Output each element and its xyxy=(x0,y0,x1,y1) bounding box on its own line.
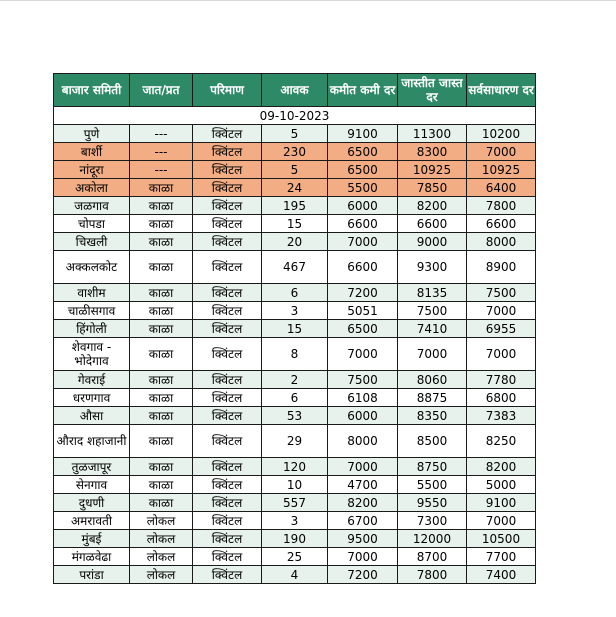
date-cell: 09-10-2023 xyxy=(54,107,536,125)
cell-max-rate: 7800 xyxy=(398,566,467,584)
cell-min-rate: 9100 xyxy=(328,125,398,143)
cell-unit: क्विंटल xyxy=(193,530,262,548)
cell-arrival: 190 xyxy=(262,530,328,548)
cell-max-rate: 9000 xyxy=(398,233,467,251)
cell-market: पुणे xyxy=(54,125,130,143)
cell-modal-rate: 7000 xyxy=(467,143,536,161)
cell-market: परांडा xyxy=(54,566,130,584)
cell-variety: लोकल xyxy=(130,512,193,530)
cell-variety: लोकल xyxy=(130,548,193,566)
cell-modal-rate: 8250 xyxy=(467,425,536,458)
table-row xyxy=(54,161,536,179)
cell-variety: --- xyxy=(130,161,193,179)
cell-arrival: 3 xyxy=(262,302,328,320)
cell-unit: क्विंटल xyxy=(193,548,262,566)
cell-max-rate: 8700 xyxy=(398,548,467,566)
cell-arrival: 24 xyxy=(262,179,328,197)
cell-modal-rate: 7400 xyxy=(467,566,536,584)
cell-unit: क्विंटल xyxy=(193,425,262,458)
cell-max-rate: 8750 xyxy=(398,458,467,476)
cell-max-rate: 10925 xyxy=(398,161,467,179)
cell-market: मुंबई xyxy=(54,530,130,548)
cell-arrival: 195 xyxy=(262,197,328,215)
cell-max-rate: 8200 xyxy=(398,197,467,215)
cell-max-rate: 7000 xyxy=(398,338,467,371)
cell-arrival: 2 xyxy=(262,371,328,389)
cell-modal-rate: 6955 xyxy=(467,320,536,338)
cell-modal-rate: 7000 xyxy=(467,338,536,371)
cell-min-rate: 7000 xyxy=(328,548,398,566)
cell-modal-rate: 5000 xyxy=(467,476,536,494)
cell-variety: काळा xyxy=(130,215,193,233)
header-market: बाजार समिती xyxy=(54,74,130,107)
cell-unit: क्विंटल xyxy=(193,389,262,407)
table-row xyxy=(54,476,536,494)
cell-modal-rate: 10925 xyxy=(467,161,536,179)
cell-modal-rate: 6400 xyxy=(467,179,536,197)
cell-modal-rate: 10500 xyxy=(467,530,536,548)
table-row xyxy=(54,494,536,512)
cell-max-rate: 7500 xyxy=(398,302,467,320)
cell-unit: क्विंटल xyxy=(193,320,262,338)
table-row xyxy=(54,302,536,320)
cell-modal-rate: 7383 xyxy=(467,407,536,425)
cell-variety: काळा xyxy=(130,302,193,320)
cell-max-rate: 8060 xyxy=(398,371,467,389)
cell-max-rate: 8135 xyxy=(398,284,467,302)
table-row xyxy=(54,566,536,584)
cell-unit: क्विंटल xyxy=(193,566,262,584)
table-row xyxy=(54,512,536,530)
cell-modal-rate: 7700 xyxy=(467,548,536,566)
cell-arrival: 3 xyxy=(262,512,328,530)
table-row xyxy=(54,179,536,197)
cell-max-rate: 6600 xyxy=(398,215,467,233)
cell-min-rate: 6000 xyxy=(328,407,398,425)
cell-variety: काळा xyxy=(130,389,193,407)
cell-unit: क्विंटल xyxy=(193,197,262,215)
table-row xyxy=(54,233,536,251)
cell-max-rate: 8300 xyxy=(398,143,467,161)
cell-unit: क्विंटल xyxy=(193,371,262,389)
table-row xyxy=(54,125,536,143)
cell-min-rate: 5051 xyxy=(328,302,398,320)
table-row xyxy=(54,530,536,548)
table-row xyxy=(54,143,536,161)
cell-max-rate: 7850 xyxy=(398,179,467,197)
cell-arrival: 230 xyxy=(262,143,328,161)
cell-max-rate: 8350 xyxy=(398,407,467,425)
cell-max-rate: 7300 xyxy=(398,512,467,530)
cell-variety: लोकल xyxy=(130,566,193,584)
cell-market: मंगळवेढा xyxy=(54,548,130,566)
cell-unit: क्विंटल xyxy=(193,233,262,251)
cell-market: सेनगाव xyxy=(54,476,130,494)
cell-arrival: 557 xyxy=(262,494,328,512)
cell-market: औसा xyxy=(54,407,130,425)
cell-min-rate: 9500 xyxy=(328,530,398,548)
cell-modal-rate: 7780 xyxy=(467,371,536,389)
cell-min-rate: 7500 xyxy=(328,371,398,389)
cell-variety: काळा xyxy=(130,338,193,371)
cell-min-rate: 6600 xyxy=(328,251,398,284)
cell-variety: काळा xyxy=(130,251,193,284)
cell-unit: क्विंटल xyxy=(193,407,262,425)
cell-max-rate: 11300 xyxy=(398,125,467,143)
cell-unit: क्विंटल xyxy=(193,458,262,476)
table-row xyxy=(54,548,536,566)
cell-market: तुळजापूर xyxy=(54,458,130,476)
cell-variety: काळा xyxy=(130,458,193,476)
cell-modal-rate: 8000 xyxy=(467,233,536,251)
market-price-table xyxy=(53,73,536,584)
table-row xyxy=(54,407,536,425)
cell-max-rate: 9300 xyxy=(398,251,467,284)
cell-modal-rate: 7500 xyxy=(467,284,536,302)
cell-arrival: 10 xyxy=(262,476,328,494)
cell-variety: --- xyxy=(130,125,193,143)
cell-market: गेवराई xyxy=(54,371,130,389)
table-row xyxy=(54,425,536,458)
cell-arrival: 8 xyxy=(262,338,328,371)
cell-arrival: 5 xyxy=(262,125,328,143)
cell-market: अमरावती xyxy=(54,512,130,530)
cell-variety: काळा xyxy=(130,284,193,302)
table-row xyxy=(54,215,536,233)
cell-modal-rate: 6600 xyxy=(467,215,536,233)
cell-variety: काळा xyxy=(130,320,193,338)
cell-min-rate: 7000 xyxy=(328,233,398,251)
cell-modal-rate: 7000 xyxy=(467,302,536,320)
cell-max-rate: 8875 xyxy=(398,389,467,407)
cell-min-rate: 6500 xyxy=(328,320,398,338)
cell-min-rate: 4700 xyxy=(328,476,398,494)
cell-min-rate: 8000 xyxy=(328,425,398,458)
cell-variety: लोकल xyxy=(130,530,193,548)
cell-unit: क्विंटल xyxy=(193,302,262,320)
cell-min-rate: 7200 xyxy=(328,566,398,584)
cell-variety: काळा xyxy=(130,425,193,458)
cell-arrival: 15 xyxy=(262,215,328,233)
table-row xyxy=(54,284,536,302)
header-row xyxy=(54,74,536,107)
cell-variety: काळा xyxy=(130,371,193,389)
cell-min-rate: 7000 xyxy=(328,458,398,476)
cell-market: धरणगाव xyxy=(54,389,130,407)
cell-arrival: 6 xyxy=(262,389,328,407)
header-modal-rate: सर्वसाधारण दर xyxy=(467,74,536,107)
table-row xyxy=(54,389,536,407)
cell-min-rate: 7000 xyxy=(328,338,398,371)
cell-modal-rate: 8200 xyxy=(467,458,536,476)
table-row xyxy=(54,338,536,371)
cell-unit: क्विंटल xyxy=(193,338,262,371)
top-divider xyxy=(0,0,616,1)
header-min-rate: कमीत कमी दर xyxy=(328,74,398,107)
cell-unit: क्विंटल xyxy=(193,251,262,284)
cell-market: वाशीम xyxy=(54,284,130,302)
cell-arrival: 20 xyxy=(262,233,328,251)
cell-market: बार्शी xyxy=(54,143,130,161)
header-max-rate: जास्तीत जास्त दर xyxy=(398,74,467,107)
cell-min-rate: 6500 xyxy=(328,143,398,161)
cell-min-rate: 6000 xyxy=(328,197,398,215)
cell-market: दुधणी xyxy=(54,494,130,512)
cell-variety: काळा xyxy=(130,179,193,197)
table-row xyxy=(54,458,536,476)
cell-market: शेवगाव - भोदेगाव xyxy=(54,338,130,371)
date-row xyxy=(54,107,536,125)
cell-modal-rate: 10200 xyxy=(467,125,536,143)
cell-unit: क्विंटल xyxy=(193,494,262,512)
cell-arrival: 29 xyxy=(262,425,328,458)
cell-min-rate: 6600 xyxy=(328,215,398,233)
cell-arrival: 53 xyxy=(262,407,328,425)
cell-arrival: 25 xyxy=(262,548,328,566)
cell-arrival: 5 xyxy=(262,161,328,179)
table-row xyxy=(54,371,536,389)
cell-unit: क्विंटल xyxy=(193,284,262,302)
cell-modal-rate: 9100 xyxy=(467,494,536,512)
cell-market: जळगाव xyxy=(54,197,130,215)
cell-unit: क्विंटल xyxy=(193,476,262,494)
cell-variety: काळा xyxy=(130,476,193,494)
cell-unit: क्विंटल xyxy=(193,179,262,197)
cell-min-rate: 6700 xyxy=(328,512,398,530)
cell-min-rate: 7200 xyxy=(328,284,398,302)
cell-max-rate: 12000 xyxy=(398,530,467,548)
table-row xyxy=(54,197,536,215)
cell-arrival: 467 xyxy=(262,251,328,284)
cell-max-rate: 9550 xyxy=(398,494,467,512)
cell-variety: --- xyxy=(130,143,193,161)
cell-market: अकोला xyxy=(54,179,130,197)
header-variety: जात/प्रत xyxy=(130,74,193,107)
cell-arrival: 6 xyxy=(262,284,328,302)
cell-market: चोपडा xyxy=(54,215,130,233)
cell-market: चाळीसगाव xyxy=(54,302,130,320)
cell-arrival: 120 xyxy=(262,458,328,476)
cell-variety: काळा xyxy=(130,407,193,425)
cell-arrival: 15 xyxy=(262,320,328,338)
cell-modal-rate: 7000 xyxy=(467,512,536,530)
cell-unit: क्विंटल xyxy=(193,512,262,530)
table-row xyxy=(54,320,536,338)
cell-min-rate: 5500 xyxy=(328,179,398,197)
cell-unit: क्विंटल xyxy=(193,215,262,233)
cell-arrival: 4 xyxy=(262,566,328,584)
cell-modal-rate: 6800 xyxy=(467,389,536,407)
cell-min-rate: 6108 xyxy=(328,389,398,407)
cell-market: चिखली xyxy=(54,233,130,251)
cell-unit: क्विंटल xyxy=(193,125,262,143)
cell-variety: काळा xyxy=(130,197,193,215)
cell-modal-rate: 8900 xyxy=(467,251,536,284)
table-row xyxy=(54,251,536,284)
cell-max-rate: 5500 xyxy=(398,476,467,494)
cell-modal-rate: 7800 xyxy=(467,197,536,215)
cell-min-rate: 8200 xyxy=(328,494,398,512)
cell-market: हिंगोली xyxy=(54,320,130,338)
cell-unit: क्विंटल xyxy=(193,143,262,161)
cell-market: औराद शहाजानी xyxy=(54,425,130,458)
header-unit: परिमाण xyxy=(193,74,262,107)
cell-max-rate: 8500 xyxy=(398,425,467,458)
cell-variety: काळा xyxy=(130,494,193,512)
cell-market: नांदूरा xyxy=(54,161,130,179)
cell-unit: क्विंटल xyxy=(193,161,262,179)
cell-min-rate: 6500 xyxy=(328,161,398,179)
cell-market: अक्कलकोट xyxy=(54,251,130,284)
cell-max-rate: 7410 xyxy=(398,320,467,338)
header-arrival: आवक xyxy=(262,74,328,107)
cell-variety: काळा xyxy=(130,233,193,251)
